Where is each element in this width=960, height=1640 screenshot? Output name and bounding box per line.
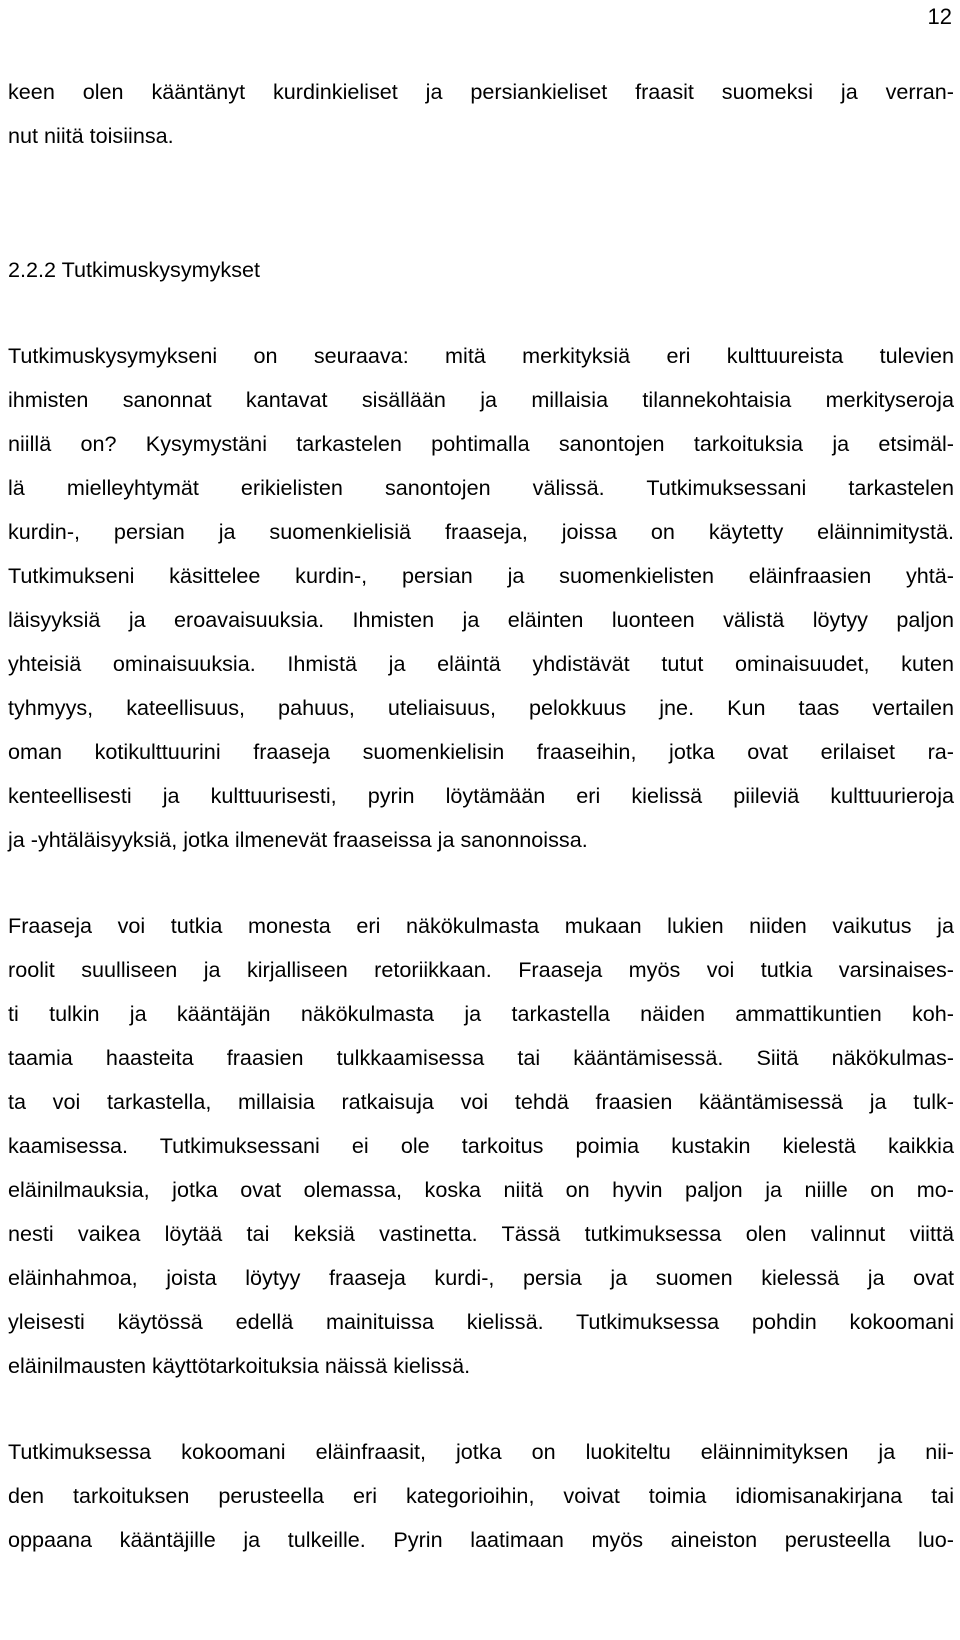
text-line: ihmisten sanonnat kantavat sisällään ja millaisia tilannekohtaisia merkityseroja — [8, 387, 954, 412]
text-line: oppaana kääntäjille ja tulkeille. Pyrin laatimaan myös aineiston perusteella luo- — [8, 1527, 954, 1552]
text-line: nesti vaikea löytää tai keksiä vastinetta. Tässä tutkimuksessa olen valinnut viittä — [8, 1221, 954, 1246]
text-line: Tutkimukseni käsittelee kurdin-, persian ja suomenkielisten eläinfraasien yhtä- — [8, 563, 954, 588]
text-line: keen olen kääntänyt kurdinkieliset ja persiankieliset fraasit suomeksi ja verran- — [8, 79, 954, 104]
text-line: yhteisiä ominaisuuksia. Ihmistä ja eläintä yhdistävät tutut ominaisuudet, kuten — [8, 651, 954, 676]
text-line: eläinhahmoa, joista löytyy fraaseja kurdi-, persia ja suomen kielessä ja ovat — [8, 1265, 954, 1290]
text-line: kenteellisesti ja kulttuurisesti, pyrin löytämään eri kielissä piileviä kulttuurieroja — [8, 783, 954, 808]
text-line: niillä on? Kysymystäni tarkastelen pohtimalla sanontojen tarkoituksia ja etsimäl- — [8, 431, 954, 456]
section-heading: 2.2.2 Tutkimuskysymykset — [8, 257, 260, 282]
text-line: läisyyksiä ja eroavaisuuksia. Ihmisten ja eläinten luonteen välistä löytyy paljon — [8, 607, 954, 632]
text-line: roolit suulliseen ja kirjalliseen retoriikkaan. Fraaseja myös voi tutkia varsinaises- — [8, 957, 954, 982]
text-line: yleisesti käytössä edellä mainituissa kielissä. Tutkimuksessa pohdin kokoomani — [8, 1309, 954, 1334]
text-line: Tutkimuskysymykseni on seuraava: mitä merkityksiä eri kulttuureista tulevien — [8, 343, 954, 368]
text-line: Tutkimuksessa kokoomani eläinfraasit, jotka on luokiteltu eläinnimityksen ja nii- — [8, 1439, 954, 1464]
text-line: eläinilmausten käyttötarkoituksia näissä kielissä. — [8, 1353, 471, 1378]
text-line: kaamisessa. Tutkimuksessani ei ole tarkoitus poimia kustakin kielestä kaikkia — [8, 1133, 954, 1158]
text-line: taamia haasteita fraasien tulkkaamisessa tai kääntämisessä. Siitä näkökulmas- — [8, 1045, 954, 1070]
text-line: kurdin-, persian ja suomenkielisiä fraaseja, joissa on käytetty eläinnimitystä. — [8, 519, 954, 544]
text-line: ti tulkin ja kääntäjän näkökulmasta ja tarkastella näiden ammattikuntien koh- — [8, 1001, 954, 1026]
text-line: ja -yhtäläisyyksiä, jotka ilmenevät fraaseissa ja sanonnoissa. — [8, 827, 588, 852]
text-line: Fraaseja voi tutkia monesta eri näkökulmasta mukaan lukien niiden vaikutus ja — [8, 913, 954, 938]
text-line: lä mielleyhtymät erikielisten sanontojen välissä. Tutkimuksessani tarkastelen — [8, 475, 954, 500]
text-line: eläinilmauksia, jotka ovat olemassa, koska niitä on hyvin paljon ja niille on mo- — [8, 1177, 954, 1202]
text-line: tyhmyys, kateellisuus, pahuus, uteliaisuus, pelokkuus jne. Kun taas vertailen — [8, 695, 954, 720]
page-number: 12 — [927, 4, 952, 29]
text-line: den tarkoituksen perusteella eri kategorioihin, voivat toimia idiomisanakirjana tai — [8, 1483, 954, 1508]
text-line: oman kotikulttuurini fraaseja suomenkielisin fraaseihin, jotka ovat erilaiset ra- — [8, 739, 954, 764]
text-line: ta voi tarkastella, millaisia ratkaisuja voi tehdä fraasien kääntämisessä ja tulk- — [8, 1089, 954, 1114]
text-line: nut niitä toisiinsa. — [8, 123, 174, 148]
